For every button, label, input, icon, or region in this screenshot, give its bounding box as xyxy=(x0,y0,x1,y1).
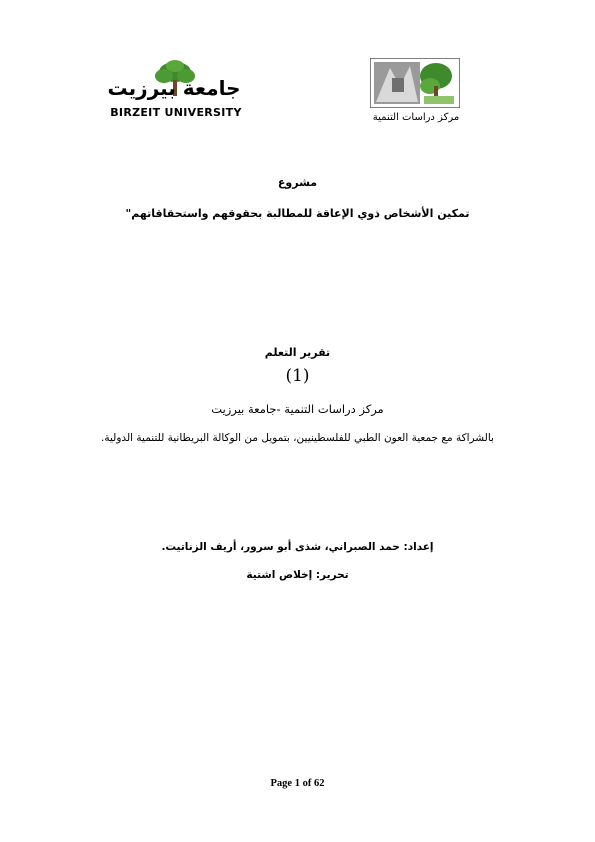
report-type: تقرير التعلم xyxy=(264,346,331,359)
birzeit-university-logo xyxy=(96,66,256,122)
institution-line: مركز دراسات التنمية -جامعة بيرزيت xyxy=(211,402,384,416)
report-number: (1) xyxy=(285,366,310,386)
page-number: Page 1 of 62 xyxy=(270,778,325,789)
center-emblem-icon xyxy=(370,58,460,108)
development-studies-center-logo xyxy=(352,58,480,130)
birzeit-arabic-wordmark: جامعة بيرزيت xyxy=(107,76,241,100)
project-label: مشروع xyxy=(277,176,318,189)
partnership-line: بالشراكة مع جمعية العون الطبي للفلسطينيين، بتمويل من الوكالة البريطانية للتنمية الدولية. xyxy=(101,432,494,444)
project-title: تمكين الأشخاص ذوي الإعاقة للمطالبة بحقوقهم واستحقاقاتهم" xyxy=(125,207,470,220)
prepared-by: إعداد: حمد الصبراني، شذى أبو سرور، أريف الزناتيت. xyxy=(161,541,434,553)
center-caption: مركز دراسات التنمية xyxy=(372,112,460,123)
birzeit-latin-wordmark: BIRZEIT UNIVERSITY xyxy=(110,106,242,119)
edited-by: تحرير: إخلاص اشتية xyxy=(246,569,349,581)
